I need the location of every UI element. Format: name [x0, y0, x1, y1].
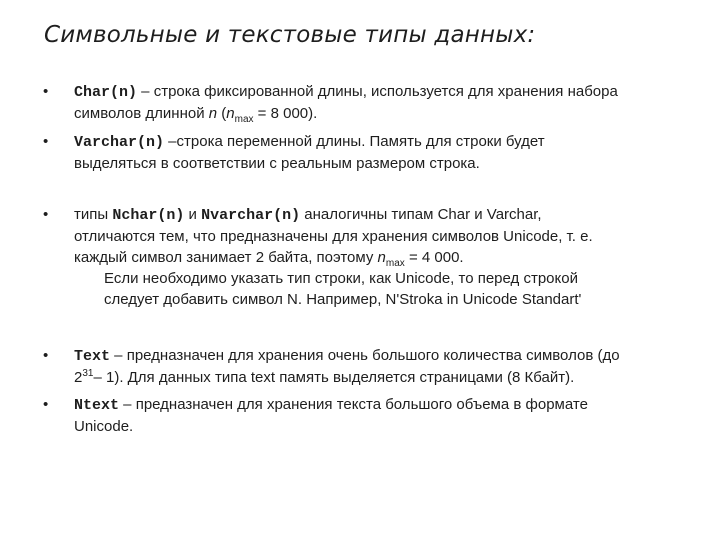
item-text: типы [74, 206, 113, 223]
item-text: каждый символ занимает 2 байта, поэтому [74, 249, 378, 266]
code-keyword: Nvarchar(n) [201, 207, 301, 224]
bullet-icon: • [43, 347, 49, 364]
item-line [74, 131, 686, 153]
item-text: – 1). Для данных типа text память выделяется страницами (8 Кбайт). [93, 369, 575, 386]
item-line: Unicode. [74, 418, 134, 435]
list-item-ntext [43, 394, 686, 437]
item-line-indented: следует добавить символ N. Например, N'Stroka in Unicode Standart' [104, 291, 582, 308]
bullet-icon: • [43, 83, 49, 100]
item-line [74, 81, 686, 103]
item-line [74, 367, 686, 388]
item-line [74, 204, 686, 226]
code-keyword: Ntext [74, 397, 120, 414]
slide-title: Символьные и текстовые типы данных: [44, 22, 536, 48]
variable-n: n [226, 105, 235, 122]
bullet-icon: • [43, 206, 49, 223]
item-text: – предназначен для хранения текста большого объема в формате [119, 396, 588, 413]
variable-n: n [377, 249, 386, 266]
item-text: и [184, 206, 202, 223]
item-text: – предназначен для хранения очень большого количества символов (до [110, 347, 620, 364]
item-text: – строка фиксированной длины, используется для хранения набора [137, 83, 618, 100]
list-item-text [43, 345, 686, 388]
item-line: выделяться в соответствии с реальным размером строка. [74, 155, 480, 172]
item-text: 2 [74, 369, 83, 386]
item-line [74, 345, 686, 367]
subscript-max: max [385, 258, 405, 269]
list-item-char [43, 81, 686, 125]
item-text: = 8 000). [253, 105, 318, 122]
item-text: символов длинной [74, 105, 209, 122]
code-keyword: Nchar(n) [112, 207, 185, 224]
list-item-nchar [43, 204, 686, 310]
item-line [74, 103, 686, 124]
item-text: ( [217, 105, 227, 122]
item-text: = 4 000. [404, 249, 464, 266]
superscript-31: 31 [82, 368, 94, 379]
item-line [74, 394, 686, 416]
variable-n: n [208, 105, 218, 122]
item-line: отличаются тем, что предназначены для хранения символов Unicode, т. е. [74, 228, 593, 245]
bullet-icon: • [43, 133, 49, 150]
item-line-indented: Если необходимо указать тип строки, как Unicode, то перед строкой [104, 270, 578, 287]
code-keyword: Varchar(n) [74, 134, 165, 151]
bullet-icon: • [43, 396, 49, 413]
item-text: –строка переменной длины. Память для строки будет [164, 133, 545, 150]
item-text: аналогичны типам Char и Varchar, [300, 206, 542, 223]
code-keyword: Text [74, 348, 111, 365]
code-keyword: Char(n) [74, 84, 138, 101]
item-line [74, 247, 686, 268]
subscript-max: max [234, 114, 254, 125]
list-item-varchar [43, 131, 686, 174]
